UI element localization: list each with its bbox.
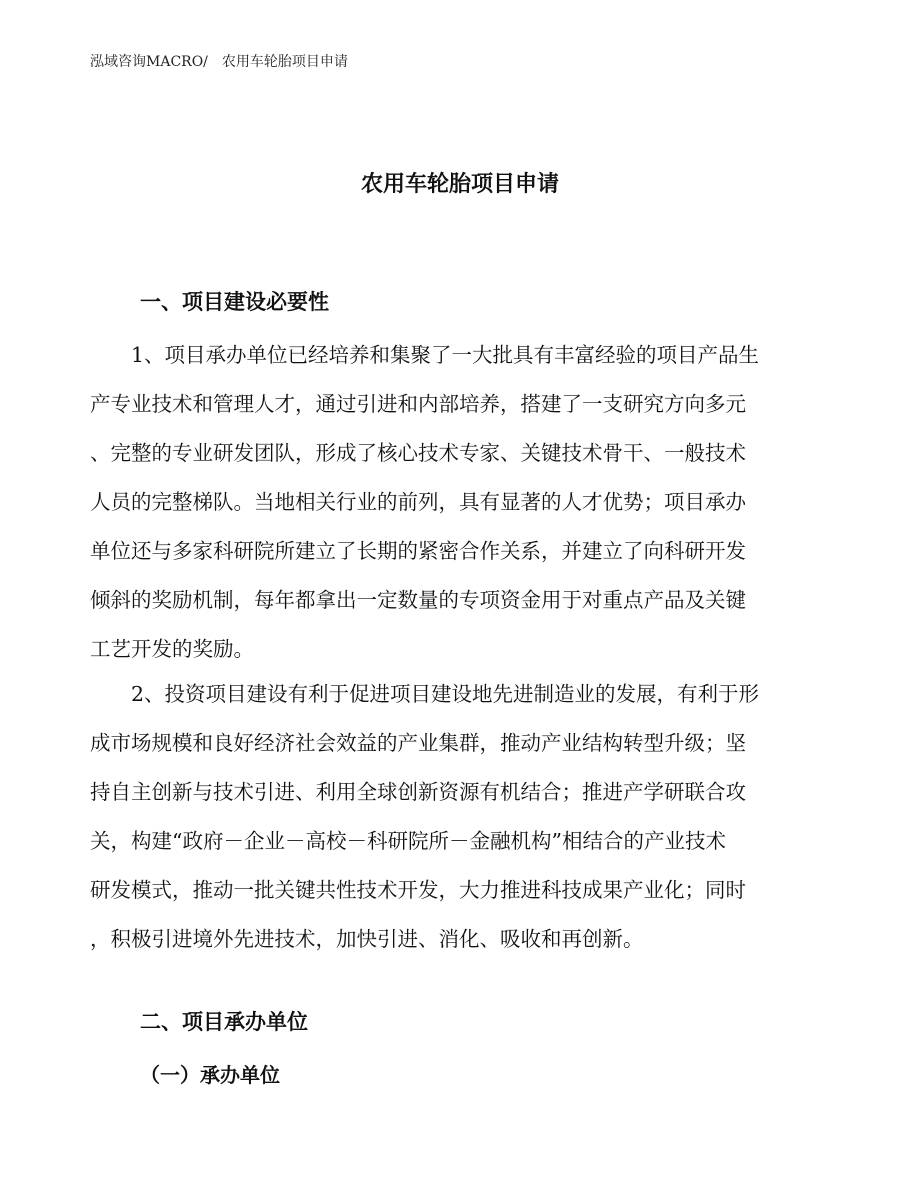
paragraph-line: ，积极引进境外先进技术，加快引进、消化、吸收和再创新。 xyxy=(90,927,644,951)
paragraph-line: 、完整的专业研发团队，形成了核心技术专家、关键技术骨干、一般技术 xyxy=(90,441,746,465)
breadcrumb-site: 泓域咨询MACRO/ xyxy=(90,54,208,70)
subsection-heading-undertaker: （一）承办单位 xyxy=(140,1063,280,1087)
paragraph-1 xyxy=(90,331,830,674)
breadcrumb-doc-title: 农用车轮胎项目申请 xyxy=(221,54,348,70)
paragraph-line: 持自主创新与技术引进、利用全球创新资源有机结合；推进产学研联合攻 xyxy=(90,780,746,804)
section-heading-undertaker: 二、项目承办单位 xyxy=(140,1010,308,1034)
paragraph-line: 1、项目承办单位已经培养和集聚了一大批具有丰富经验的项目产品生 xyxy=(90,343,760,367)
paragraph-line: 倾斜的奖励机制，每年都拿出一定数量的专项资金用于对重点产品及关键 xyxy=(90,588,746,612)
paragraph-line: 人员的完整梯队。当地相关行业的前列，具有显著的人才优势；项目承办 xyxy=(90,490,746,514)
paragraph-line: 2、投资项目建设有利于促进项目建设地先进制造业的发展，有利于形 xyxy=(90,682,760,706)
paragraph-line: 关，构建“政府－企业－高校－科研院所－金融机构”相结合的产业技术 xyxy=(90,829,726,853)
section-heading-necessity: 一、项目建设必要性 xyxy=(140,290,329,314)
page-title: 农用车轮胎项目申请 xyxy=(360,172,559,197)
paragraph-line: 工艺开发的奖励。 xyxy=(90,637,254,661)
paragraph-2 xyxy=(90,670,830,964)
breadcrumb xyxy=(90,54,348,70)
paragraph-line: 单位还与多家科研院所建立了长期的紧密合作关系，并建立了向科研开发 xyxy=(90,539,746,563)
paragraph-line: 产专业技术和管理人才，通过引进和内部培养，搭建了一支研究方向多元 xyxy=(90,392,746,416)
paragraph-line: 成市场规模和良好经济社会效益的产业集群，推动产业结构转型升级；坚 xyxy=(90,731,746,755)
paragraph-line: 研发模式，推动一批关键共性技术开发，大力推进科技成果产业化；同时 xyxy=(90,878,746,902)
